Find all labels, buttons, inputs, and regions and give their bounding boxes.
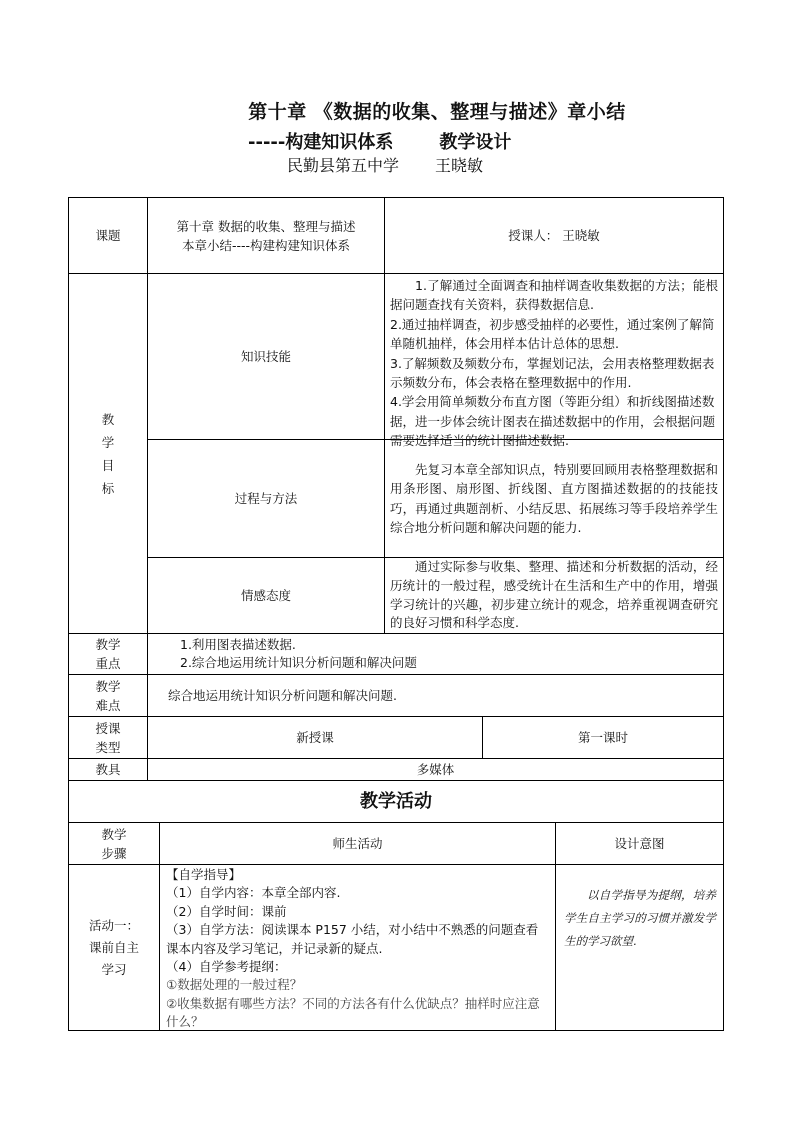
knowledge-item-1: 1.了解通过全面调查和抽样调查收集数据的方法；能根据问题查找有关资料，获得数据信息. [390,278,718,313]
tools-label: 教具 [95,762,121,777]
steps-header-a: 教学 [101,826,127,842]
document-title: 第十章 《数据的收集、整理与描述》章小结 [248,101,626,123]
emotion-content [390,558,718,633]
difficulties-text: 综合地运用统计知识分析问题和解决问题. [168,688,397,703]
emotion-text: 通过实际参与收集、整理、描述和分析数据的活动，经历统计的一般过程，感受统计在生活和生产中的作用，增强学习统计的兴趣，初步建立统计的观念，培养重视调查研究的良好习惯和科学态度. [390,559,718,631]
activity1-label [69,865,159,1030]
activity1-label-c: 学习 [101,961,127,977]
topic-label: 课题 [95,228,121,243]
activity1-line-7: ②收集数据有哪些方法？不同的方法各有什么优缺点？抽样时应注意什么？ [166,995,540,1030]
author-name: 王晓敏 [435,156,484,175]
key-points-label-b: 重点 [95,656,121,671]
goals-label-char-2: 学 [101,434,115,450]
subtitle-part-a: -----构建知识体系 [248,132,394,153]
knowledge-item-3: 3.了解频数及频数分布，掌握划记法，会用表格整理数据表示频数分布，体会表格在整理数据中的作用. [390,355,715,391]
school-name: 民勤县第五中学 [287,156,400,175]
activity-heading: 教学活动 [360,791,432,812]
activity1-label-a: 活动一： [88,917,139,933]
knowledge-label: 知识技能 [240,349,291,364]
activity1-line-6: ①数据处理的一般过程？ [166,977,303,993]
lesson-type-label-b: 类型 [95,739,121,755]
lesson-type-label [69,717,147,758]
activity1-line-4: （3）自学方法：阅读课本 P157 小结，对小结中不熟悉的问题查看课本内容及学习笔记，并记录新的疑点. [166,922,539,956]
key-points-content [180,634,720,674]
key-point-2: 2.综合地运用统计知识分析问题和解决问题 [180,655,417,670]
document-subtitle [248,128,511,154]
process-text: 先复习本章全部知识点，特别要回顾用表格整理数据和用条形图、扇形图、折线图、直方图描述数据的的技能技巧，再通过典题剖析、小结反思、拓展练习等手段培养学生综合地分析问题和解决问题的能力. [390,461,718,535]
tools-value: 多媒体 [416,762,455,777]
lesson-type-label-a: 授课 [95,720,121,736]
topic-line-2: 本章小结----构建构建知识体系 [181,237,351,253]
goals-label-char-3: 目 [101,457,115,473]
difficulties-label-a: 教学 [95,678,121,694]
key-points-label-a: 教学 [95,637,121,652]
key-point-1: 1.利用图表描述数据. [180,637,296,652]
steps-header [69,823,159,864]
steps-header-b: 步骤 [101,845,127,861]
intent-header: 设计意图 [614,836,665,851]
subtitle-part-b: 教学设计 [439,132,512,153]
emotion-label: 情感态度 [240,588,291,603]
activity1-intent-text: 以自学指导为提纲，培养学生自主学习的习惯并激发学生的学习欲望. [564,888,716,948]
activity1-content [166,866,550,1030]
activity1-label-b: 课前自主 [88,939,139,955]
difficulties-label-b: 难点 [95,697,121,713]
process-label: 过程与方法 [234,491,298,506]
knowledge-content [390,276,718,449]
author-line [287,153,483,176]
knowledge-item-2: 2.通过抽样调查，初步感受抽样的必要性，通过案例了解简单随机抽样，体会用样本估计总体的思想. [390,316,715,352]
knowledge-item-4: 4.学会用简单频数分布直方图（等距分组）和折线图描述数据，进一步体会统计图表在描述数据中的作用，会根据问题需要选择适当的统计图描述数据. [390,394,716,449]
topic-value [148,198,384,273]
activity1-line-2: （1）自学内容：本章全部内容. [166,885,341,901]
activity1-line-5: （4）自学参考提纲： [166,959,287,975]
difficulties-label [69,675,147,716]
topic-line-1: 第十章 数据的收集、整理与描述 [176,218,356,234]
teacher-info: 授课人： 王晓敏 [508,228,600,243]
lesson-type-value: 新授课 [296,730,334,745]
goals-label-char-1: 教 [101,411,115,427]
difficulties-content [168,675,718,716]
activity1-line-1: 【自学指导】 [166,867,242,882]
goals-label [69,274,147,633]
process-content [390,440,718,557]
goals-label-char-4: 标 [101,480,115,496]
activity1-line-3: （2）自学时间：课前 [166,903,287,919]
activity1-intent [564,884,716,984]
key-points-label [69,634,147,674]
teacher-student-header: 师生活动 [332,836,383,851]
lesson-period-value: 第一课时 [577,730,628,745]
